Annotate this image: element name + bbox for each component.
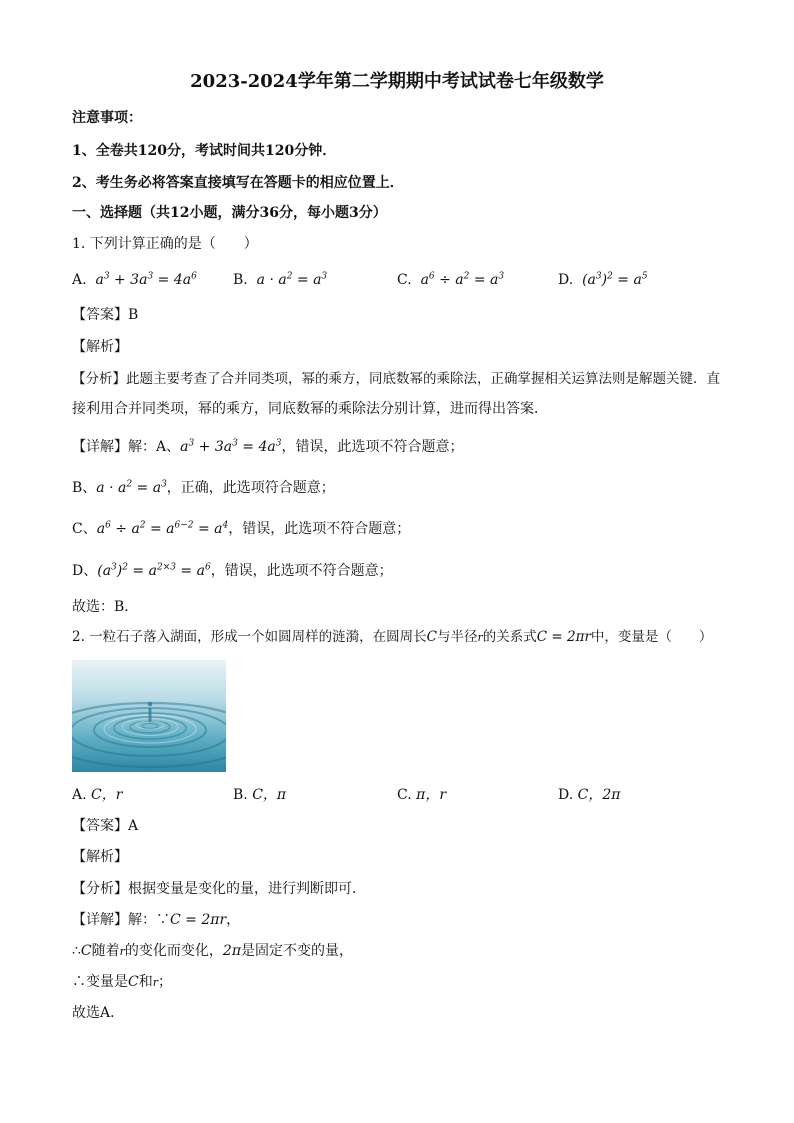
- q1-option-d-formula: $(a^3)^2 = a^5$: [577, 271, 648, 288]
- q2-detail-line-2-prefix: ∴: [72, 943, 81, 959]
- q1-detail-b-suffix: ，正确，此选项符合题意；: [166, 480, 335, 496]
- q2-detail-line-1-prefix: 【详解】解：∵: [72, 912, 170, 928]
- q1-conclusion: 故选：B．: [72, 599, 139, 615]
- q2-stem-part-1: 2. 一粒石子落入湖面，形成一个如圆周样的涟漪，在圆周长: [72, 629, 427, 645]
- q1-option-d-label: D.: [558, 272, 574, 288]
- q2-stem: [72, 627, 712, 648]
- q2-detail-line-2-mid-1: 随着: [91, 943, 120, 959]
- q1-detail-c-formula: $a^6 \div a^2 = a^{6-2} = a^4$: [96, 520, 229, 537]
- q1-option-b-formula: $a \cdot a^2 = a^3$: [252, 271, 328, 288]
- page-title: 2023-2024学年第二学期期中考试试卷七年级数学: [190, 71, 604, 92]
- q1-stem: 1. 下列计算正确的是（ ）: [72, 236, 258, 252]
- q1-detail-d-suffix: ，错误，此选项不符合题意；: [210, 563, 393, 579]
- q2-stem-part-4: 中，变量是（ ）: [590, 629, 713, 645]
- q1-detail-a-suffix: ，错误，此选项不符合题意；: [281, 439, 464, 455]
- q1-option-a: [72, 270, 197, 290]
- q2-detail-line-3-mid: 和: [138, 974, 153, 990]
- q2-option-c-value: π，r: [416, 787, 447, 803]
- q2-detail-line-1-suffix: ，: [226, 912, 241, 928]
- q2-stem-formula: C = 2πr: [536, 629, 591, 645]
- q1-detail-b-prefix: B、: [72, 480, 97, 496]
- q1-analysis-line-2: 接利用合并同类项，幂的乘方，同底数幂的乘除法分别计算，进而得出答案．: [72, 401, 548, 417]
- section-heading: 一、选择题（共12小题，满分36分，每小题3分）: [72, 205, 387, 221]
- q2-detail-line-2-var-r: r: [119, 945, 125, 958]
- q2-detail-line-3-var-c: C: [128, 974, 139, 990]
- q1-detail-b-formula: $a \cdot a^2 = a^3$: [96, 479, 167, 496]
- q2-option-c: [397, 785, 446, 805]
- q2-detail-line-3: [72, 972, 172, 993]
- q1-detail-a-formula: $a^3 + 3a^3 = 4a^3$: [180, 438, 282, 455]
- water-ripple-image: [72, 660, 226, 772]
- q2-stem-part-3: 的关系式: [482, 629, 537, 645]
- q2-option-d-value: C，2π: [577, 787, 621, 803]
- q1-detail-c: [72, 519, 410, 539]
- q1-answer: 【答案】B: [72, 307, 139, 323]
- q2-answer: 【答案】A: [72, 818, 139, 834]
- q2-option-d-label: D.: [558, 787, 574, 803]
- q2-detail-line-1-formula: C = 2πr: [170, 912, 227, 928]
- q2-var-r: r: [477, 631, 483, 644]
- q2-option-b-label: B.: [233, 787, 248, 803]
- q2-detail-line-3-suffix: ；: [157, 974, 172, 990]
- q1-option-b-label: B.: [233, 272, 248, 288]
- q2-var-c: C: [426, 629, 438, 645]
- q2-detail-line-2-var-c: C: [80, 943, 92, 959]
- q2-analysis-label: 【解析】: [72, 849, 128, 865]
- q2-detail-line-2-suffix: 是固定不变的量，: [241, 943, 354, 959]
- q1-detail-c-suffix: ，错误，此选项不符合题意；: [228, 521, 411, 537]
- q1-detail-d: [72, 561, 393, 581]
- q2-detail-line-2: [72, 941, 353, 962]
- q2-option-a-value: C，r: [91, 787, 123, 803]
- q2-option-a: [72, 785, 122, 805]
- q1-detail-a: [72, 437, 463, 457]
- q1-detail-c-prefix: C、: [72, 521, 97, 537]
- q1-detail-a-prefix: 【详解】解：A、: [72, 439, 181, 455]
- q1-option-a-formula: $a^3 + 3a^3 = 4a^6$: [91, 271, 197, 288]
- q2-option-b-value: C，π: [252, 787, 287, 803]
- notice-heading: 注意事项：: [72, 110, 142, 126]
- q2-detail-line-2-mid-2: 的变化而变化，: [124, 943, 223, 959]
- q2-option-d: [558, 785, 620, 805]
- q1-option-d: [558, 270, 648, 290]
- q1-option-c: [397, 270, 504, 290]
- q2-detail-line-3-prefix: ∴变量是: [72, 974, 128, 990]
- q1-detail-b: [72, 478, 335, 498]
- q1-analysis-line-1: 【分析】此题主要考查了合并同类项，幂的乘方，同底数幂的乘除法，正确掌握相关运算法则是解题关键．直: [72, 371, 720, 387]
- q1-option-a-label: A.: [72, 272, 87, 288]
- q2-detail-line-2-formula: 2π: [222, 943, 242, 959]
- q1-analysis-label: 【解析】: [72, 339, 128, 355]
- q2-option-b: [233, 785, 286, 805]
- notice-item-2: 2、考生务必将答案直接填写在答题卡的相应位置上．: [72, 175, 404, 191]
- q2-stem-part-2: 与半径: [437, 629, 478, 645]
- q2-analysis: 【分析】根据变量是变化的量，进行判断即可．: [72, 881, 366, 897]
- q2-detail-line-1: [72, 910, 240, 930]
- q1-option-b: [233, 270, 327, 290]
- q2-conclusion: 故选A．: [72, 1005, 125, 1021]
- water-ripple-illustration: [72, 660, 226, 772]
- q1-option-c-label: C.: [397, 272, 412, 288]
- q1-option-c-formula: $a^6 \div a^2 = a^3$: [416, 271, 505, 288]
- q2-option-a-label: A.: [72, 787, 87, 803]
- q1-detail-d-prefix: D、: [72, 563, 98, 579]
- notice-item-1: 1、全卷共120分，考试时间共120分钟．: [72, 143, 337, 159]
- q2-option-c-label: C.: [397, 787, 412, 803]
- q1-detail-d-formula: $(a^3)^2 = a^{2\times 3} = a^6$: [97, 562, 211, 579]
- q2-detail-line-3-var-r: r: [152, 976, 158, 989]
